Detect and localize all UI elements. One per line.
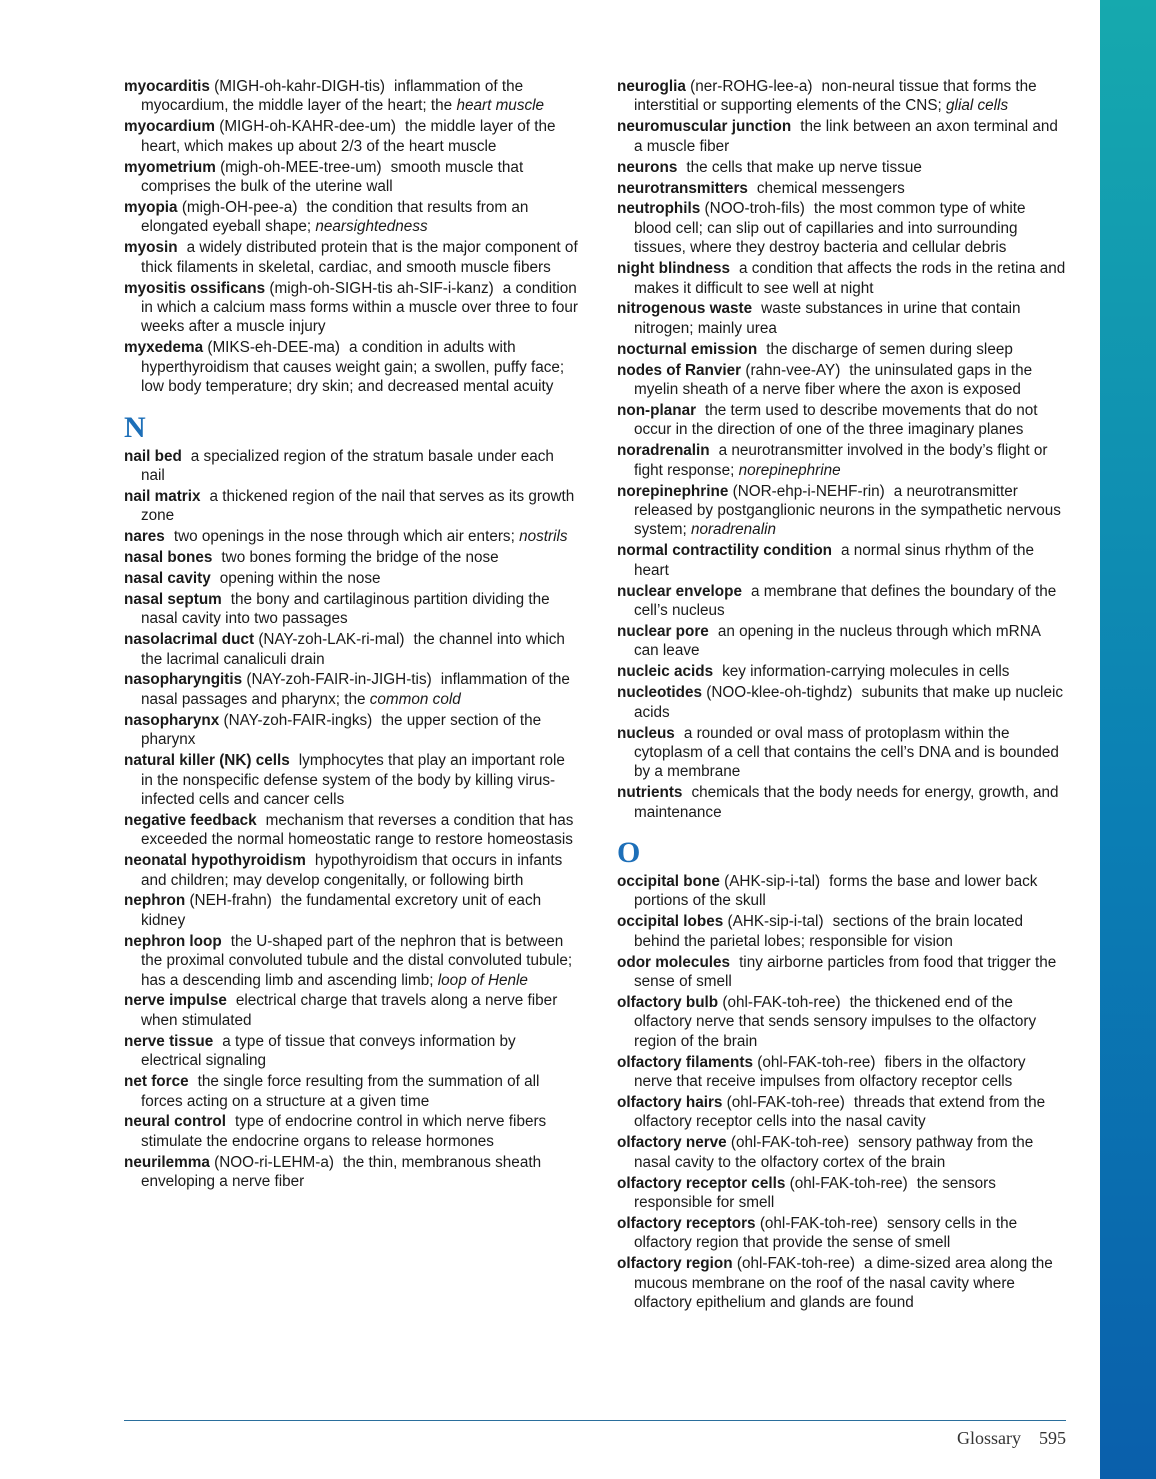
glossary-entry (124, 932, 579, 990)
entry-synonym: nostrils (519, 528, 568, 546)
entry-pronunciation: (ohl-FAK-toh-ree) (726, 1094, 845, 1111)
entry-term: nasopharyngitis (124, 671, 243, 689)
entry-pronunciation: (NOO-troh-fils) (704, 200, 805, 218)
entry-definition: a specialized region of the stratum basale under each nail (141, 447, 554, 484)
glossary-entry (617, 361, 1067, 400)
entry-term: nocturnal emission (617, 340, 758, 358)
glossary-column-right (617, 77, 1067, 1314)
glossary-entry (124, 991, 579, 1030)
entry-definition: threads that extend from the olfactory receptor cells into the nasal cavity (634, 1094, 1046, 1131)
entry-term: noradrenalin (617, 442, 710, 460)
entry-definition: the middle layer of the heart, which makes up about 2/3 of the heart muscle (141, 118, 556, 155)
glossary-entry (617, 441, 1067, 480)
entry-term: myxedema (124, 339, 204, 357)
entry-term: neuroglia (617, 78, 686, 95)
entry-term: nuclear pore (617, 622, 709, 640)
glossary-entry (617, 683, 1067, 722)
entry-pronunciation: (migh-oh-MEE-tree-um) (220, 158, 382, 176)
entry-definition: a neurotransmitter involved in the body’s flight or fight response; (634, 442, 1048, 479)
entry-synonym: norepinephrine (738, 461, 841, 479)
glossary-entry (617, 77, 1067, 116)
entry-term: non-planar (617, 402, 697, 419)
entry-definition: a condition in adults with hyperthyroidism that causes weight gain; a swollen, puffy face; low body temperature; dry skin; and decreased mental acuity (141, 339, 565, 396)
entry-definition: the fundamental excretory unit of each kidney (141, 892, 542, 929)
entry-term: olfactory hairs (617, 1094, 723, 1111)
entry-definition: lymphocytes that play an important role in the nonspecific defense system of the body by killing virus-infected cells and cancer cells (141, 752, 565, 808)
entry-synonym: loop of Henle (437, 971, 528, 989)
entry-definition: the discharge of semen during sleep (766, 340, 1013, 358)
glossary-entry (124, 198, 579, 237)
entry-definition: the thin, membranous sheath enveloping a nerve fiber (141, 1153, 542, 1191)
glossary-entry (617, 541, 1067, 580)
entry-synonym: heart muscle (456, 97, 545, 115)
entry-definition: the cells that make up nerve tissue (686, 158, 922, 176)
entry-term: olfactory region (617, 1255, 733, 1273)
glossary-entry (617, 482, 1067, 540)
entry-definition: the U-shaped part of the nephron that is between the proximal convoluted tubule and the distal convoluted tubule; has a descending limb and ascending limb; (141, 932, 573, 989)
glossary-entry (124, 1032, 579, 1071)
glossary-entry (617, 783, 1067, 822)
entry-definition: the single force resulting from the summation of all forces acting on a structure at a given time (141, 1073, 540, 1110)
entry-term: natural killer (NK) cells (124, 752, 290, 770)
entry-term: negative feedback (124, 811, 257, 829)
entry-definition: a neurotransmitter released by postganglionic neurons in the sympathetic nervous system; (634, 482, 1061, 539)
glossary-entry (124, 569, 579, 588)
glossary-entry (617, 299, 1067, 338)
glossary-entry (124, 338, 579, 396)
entry-definition: a condition that affects the rods in the retina and makes it difficult to see well at night (634, 260, 1066, 297)
entry-term: nitrogenous waste (617, 300, 753, 318)
entry-term: nephron (124, 892, 186, 910)
entry-term: neurotransmitters (617, 179, 748, 197)
entry-term: neurilemma (124, 1153, 210, 1171)
glossary-entry (124, 447, 579, 486)
entry-definition: inflammation of the nasal passages and pharynx; the (141, 671, 570, 708)
entry-synonym: noradrenalin (690, 521, 776, 539)
entry-definition: chemicals that the body needs for energy, growth, and maintenance (634, 784, 1059, 821)
glossary-entry (617, 872, 1067, 911)
entry-term: nodes of Ranvier (617, 361, 742, 379)
entry-term: neutrophils (617, 200, 701, 218)
entry-pronunciation: (MIGH-oh-kahr-DIGH-tis) (214, 78, 385, 95)
glossary-entry (124, 279, 579, 337)
entry-synonym: glial cells (946, 97, 1009, 115)
entry-definition: tiny airborne particles from food that trigger the sense of smell (634, 953, 1057, 991)
entry-pronunciation: (ner-ROHG-lee-a) (690, 78, 813, 95)
glossary-entry (124, 77, 579, 116)
entry-definition: a thickened region of the nail that serves as its growth zone (141, 487, 575, 525)
glossary-entry (124, 117, 579, 156)
entry-term: occipital lobes (617, 913, 724, 931)
glossary-entry (617, 724, 1067, 782)
glossary-entry (617, 953, 1067, 992)
entry-term: norepinephrine (617, 482, 729, 500)
glossary-entry (124, 1112, 579, 1151)
entry-term: nerve tissue (124, 1032, 214, 1050)
entry-definition: a condition in which a calcium mass forms within a muscle over three to four weeks after a muscle injury (141, 279, 578, 336)
entry-synonym: nearsightedness (315, 218, 428, 236)
entry-term: nerve impulse (124, 992, 227, 1010)
entry-term: myosin (124, 239, 178, 257)
entry-definition: the channel into which the lacrimal canaliculi drain (141, 631, 565, 668)
glossary-entry (124, 811, 579, 850)
entry-definition: a normal sinus rhythm of the heart (634, 542, 1035, 579)
entry-definition: non-neural tissue that forms the interstitial or supporting elements of the CNS; (634, 78, 1037, 115)
entry-definition: sensory pathway from the nasal cavity to the olfactory cortex of the brain (634, 1134, 1034, 1171)
entry-term: nucleic acids (617, 663, 714, 681)
entry-definition: subunits that make up nucleic acids (634, 684, 1063, 721)
glossary-entry (617, 259, 1067, 298)
entry-definition: fibers in the olfactory nerve that receive impulses from olfactory receptor cells (634, 1053, 1026, 1091)
glossary-entry (124, 711, 579, 750)
entry-term: myocarditis (124, 78, 210, 95)
entry-definition: forms the base and lower back portions of the skull (634, 873, 1038, 910)
entry-definition: opening within the nose (219, 569, 381, 587)
entry-term: olfactory receptor cells (617, 1174, 786, 1192)
glossary-entry (617, 622, 1067, 661)
glossary-entry (617, 1174, 1067, 1213)
entry-pronunciation: (ohl-FAK-toh-ree) (722, 993, 841, 1011)
footer-section-title: Glossary (957, 1428, 1021, 1448)
entry-definition: chemical messengers (756, 179, 905, 197)
entry-definition: smooth muscle that comprises the bulk of the uterine wall (141, 158, 524, 196)
glossary-entry (617, 179, 1067, 198)
entry-pronunciation: (migh-OH-pee-a) (181, 198, 298, 216)
glossary-entry (124, 590, 579, 629)
entry-term: nail bed (124, 447, 182, 465)
entry-definition: a membrane that defines the boundary of the cell’s nucleus (634, 582, 1057, 620)
entry-definition: the thickened end of the olfactory nerve that sends sensory impulses to the olfactory region of the brain (634, 993, 1037, 1050)
entry-pronunciation: (migh-oh-SIGH-tis ah-SIF-i-kanz) (269, 279, 494, 297)
entry-term: myometrium (124, 158, 216, 176)
glossary-entry (617, 340, 1067, 359)
entry-pronunciation: (ohl-FAK-toh-ree) (789, 1174, 908, 1192)
glossary-entry (124, 630, 579, 669)
entry-definition: sensory cells in the olfactory region that provide the sense of smell (634, 1214, 1018, 1252)
entry-term: night blindness (617, 260, 731, 278)
glossary-entry (617, 1214, 1067, 1253)
glossary-entry (124, 487, 579, 526)
glossary-entry (617, 1133, 1067, 1172)
entry-pronunciation: (ohl-FAK-toh-ree) (759, 1214, 878, 1232)
entry-term: occipital bone (617, 873, 720, 891)
entry-term: normal contractility condition (617, 542, 833, 560)
entry-definition: two bones forming the bridge of the nose (221, 549, 499, 567)
entry-term: nail matrix (124, 487, 201, 505)
entry-term: olfactory nerve (617, 1134, 727, 1152)
entry-term: myopia (124, 198, 178, 216)
entry-pronunciation: (AHK-sip-i-tal) (727, 913, 824, 931)
entry-term: olfactory bulb (617, 993, 719, 1011)
entry-definition: the most common type of white blood cell; can slip out of capillaries and into surrounding tissues, where they destroy bacteria and cellular debris (634, 200, 1026, 257)
glossary-entry (124, 1153, 579, 1192)
glossary-entry (617, 199, 1067, 257)
glossary-column-left (124, 77, 579, 1193)
entry-definition: waste substances in urine that contain nitrogen; mainly urea (634, 300, 1021, 337)
entry-definition: inflammation of the myocardium, the middle layer of the heart; the (141, 78, 524, 115)
entry-definition: hypothyroidism that occurs in infants and children; may develop congenitally, or following birth (141, 852, 563, 889)
entry-pronunciation: (AHK-sip-i-tal) (724, 873, 821, 891)
entry-pronunciation: (NOR-ehp-i-NEHF-rin) (732, 482, 885, 500)
entry-term: nasal bones (124, 549, 213, 567)
glossary-entry (124, 1072, 579, 1111)
entry-pronunciation: (NOO-ri-LEHM-a) (214, 1153, 334, 1171)
entry-definition: mechanism that reverses a condition that has exceeded the normal homeostatic range to restore homeostasis (141, 811, 574, 849)
glossary-entry (617, 1093, 1067, 1132)
entry-pronunciation: (NAY-zoh-FAIR-ingks) (223, 711, 373, 729)
glossary-entry (617, 1254, 1067, 1312)
glossary-entry (124, 158, 579, 197)
entry-term: odor molecules (617, 953, 731, 971)
glossary-entry (124, 751, 579, 809)
entry-term: olfactory filaments (617, 1053, 754, 1071)
entry-term: neonatal hypothyroidism (124, 852, 306, 870)
entry-definition: a widely distributed protein that is the major component of thick filaments in skeletal, cardiac, and smooth muscle fibers (141, 239, 578, 276)
entry-term: nasal cavity (124, 569, 211, 587)
entry-pronunciation: (ohl-FAK-toh-ree) (730, 1134, 850, 1152)
glossary-entry (124, 670, 579, 709)
entry-term: nasolacrimal duct (124, 631, 255, 649)
entry-definition: a dime-sized area along the mucous membrane on the roof of the nasal cavity where olfactory epithelium and glands are found (634, 1255, 1053, 1312)
entry-term: myositis ossificans (124, 279, 266, 297)
entry-definition: the bony and cartilaginous partition dividing the nasal cavity into two passages (141, 590, 550, 628)
entry-term: nasal septum (124, 590, 222, 608)
entry-definition: a type of tissue that conveys information by electrical signaling (141, 1032, 516, 1070)
glossary-entry (124, 548, 579, 567)
entry-definition: the uninsulated gaps in the myelin sheath of a nerve fiber where the axon is exposed (634, 361, 1033, 399)
glossary-entry (617, 401, 1067, 440)
entry-term: nuclear envelope (617, 582, 742, 600)
entry-term: nucleus (617, 724, 675, 742)
entry-pronunciation: (rahn-vee-AY) (745, 361, 841, 379)
page-number: 595 (1039, 1428, 1066, 1448)
entry-pronunciation: (MIGH-oh-KAHR-dee-um) (219, 118, 397, 136)
entry-definition: electrical charge that travels along a nerve fiber when stimulated (141, 992, 558, 1029)
glossary-entry (124, 851, 579, 890)
entry-pronunciation: (NAY-zoh-FAIR-in-JIGH-tis) (246, 671, 432, 689)
entry-term: nutrients (617, 784, 683, 802)
entry-definition: the upper section of the pharynx (141, 711, 542, 749)
glossary-entry (617, 158, 1067, 177)
glossary-entry (617, 912, 1067, 951)
entry-definition: sections of the brain located behind the parietal lobes; responsible for vision (634, 913, 1024, 950)
entry-term: nucleotides (617, 684, 702, 702)
glossary-entry (617, 1053, 1067, 1092)
entry-term: net force (124, 1073, 189, 1091)
entry-definition: an opening in the nucleus through which mRNA can leave (634, 622, 1041, 660)
glossary-entry (617, 662, 1067, 681)
entry-pronunciation: (ohl-FAK-toh-ree) (736, 1255, 856, 1273)
entry-definition: type of endocrine control in which nerve fibers stimulate the endocrine organs to release hormones (141, 1113, 547, 1150)
entry-synonym: common cold (369, 690, 461, 708)
letter-heading: O (617, 836, 641, 870)
glossary-entry (617, 582, 1067, 621)
entry-pronunciation: (MIKS-eh-DEE-ma) (207, 339, 340, 357)
entry-term: neural control (124, 1113, 226, 1131)
entry-term: nephron loop (124, 932, 222, 950)
entry-definition: a rounded or oval mass of protoplasm within the cytoplasm of a cell that contains the cell’s DNA and is bounded by a membrane (634, 724, 1059, 781)
entry-term: neurons (617, 158, 678, 176)
page-footer (900, 1428, 1066, 1449)
entry-term: nares (124, 528, 165, 546)
entry-definition: key information-carrying molecules in cells (722, 663, 1010, 681)
entry-definition: the sensors responsible for smell (634, 1174, 996, 1212)
entry-pronunciation: (NEH-frahn) (189, 892, 272, 910)
entry-term: neuromuscular junction (617, 118, 792, 136)
letter-heading: N (124, 410, 146, 444)
entry-definition: the condition that results from an elongated eyeball shape; (141, 198, 529, 236)
glossary-entry (124, 527, 579, 546)
entry-definition: two openings in the nose through which air enters; (173, 528, 520, 546)
entry-pronunciation: (NAY-zoh-LAK-ri-mal) (258, 631, 405, 649)
entry-pronunciation: (NOO-klee-oh-tighdz) (706, 684, 853, 702)
glossary-entry (124, 238, 579, 277)
glossary-entry (124, 891, 579, 930)
color-sidebar-tab (1100, 0, 1156, 1479)
entry-definition: the link between an axon terminal and a muscle fiber (634, 118, 1058, 155)
glossary-entry (617, 117, 1067, 156)
entry-pronunciation: (ohl-FAK-toh-ree) (757, 1053, 876, 1071)
entry-term: olfactory receptors (617, 1214, 756, 1232)
entry-term: nasopharynx (124, 711, 220, 729)
entry-definition: the term used to describe movements that do not occur in the direction of one of the three imaginary planes (634, 402, 1038, 439)
footer-rule (124, 1420, 1066, 1421)
entry-term: myocardium (124, 118, 215, 136)
glossary-entry (617, 993, 1067, 1051)
